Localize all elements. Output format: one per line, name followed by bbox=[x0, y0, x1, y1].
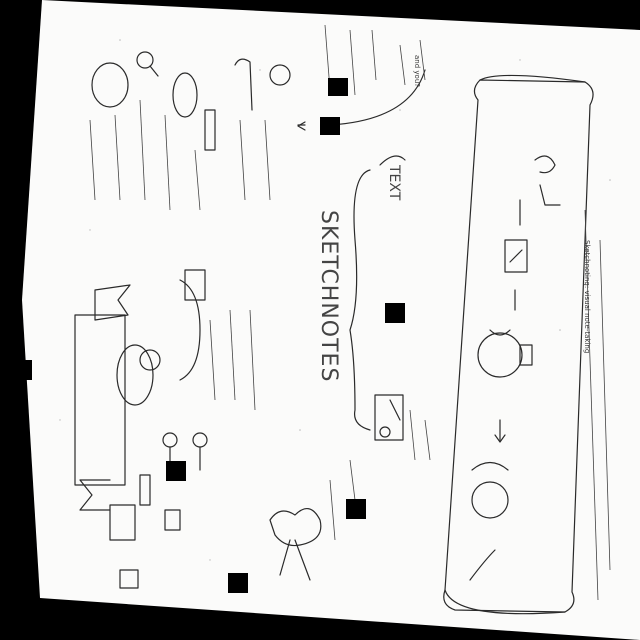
bottom-caption: Sketchnoting: visual note-taking bbox=[583, 240, 591, 354]
text-label: TEXT bbox=[386, 165, 402, 201]
title-group bbox=[316, 210, 341, 382]
arrow-note-text: and you? bbox=[413, 55, 421, 87]
title-text: SKETCHNOTES bbox=[316, 210, 341, 383]
